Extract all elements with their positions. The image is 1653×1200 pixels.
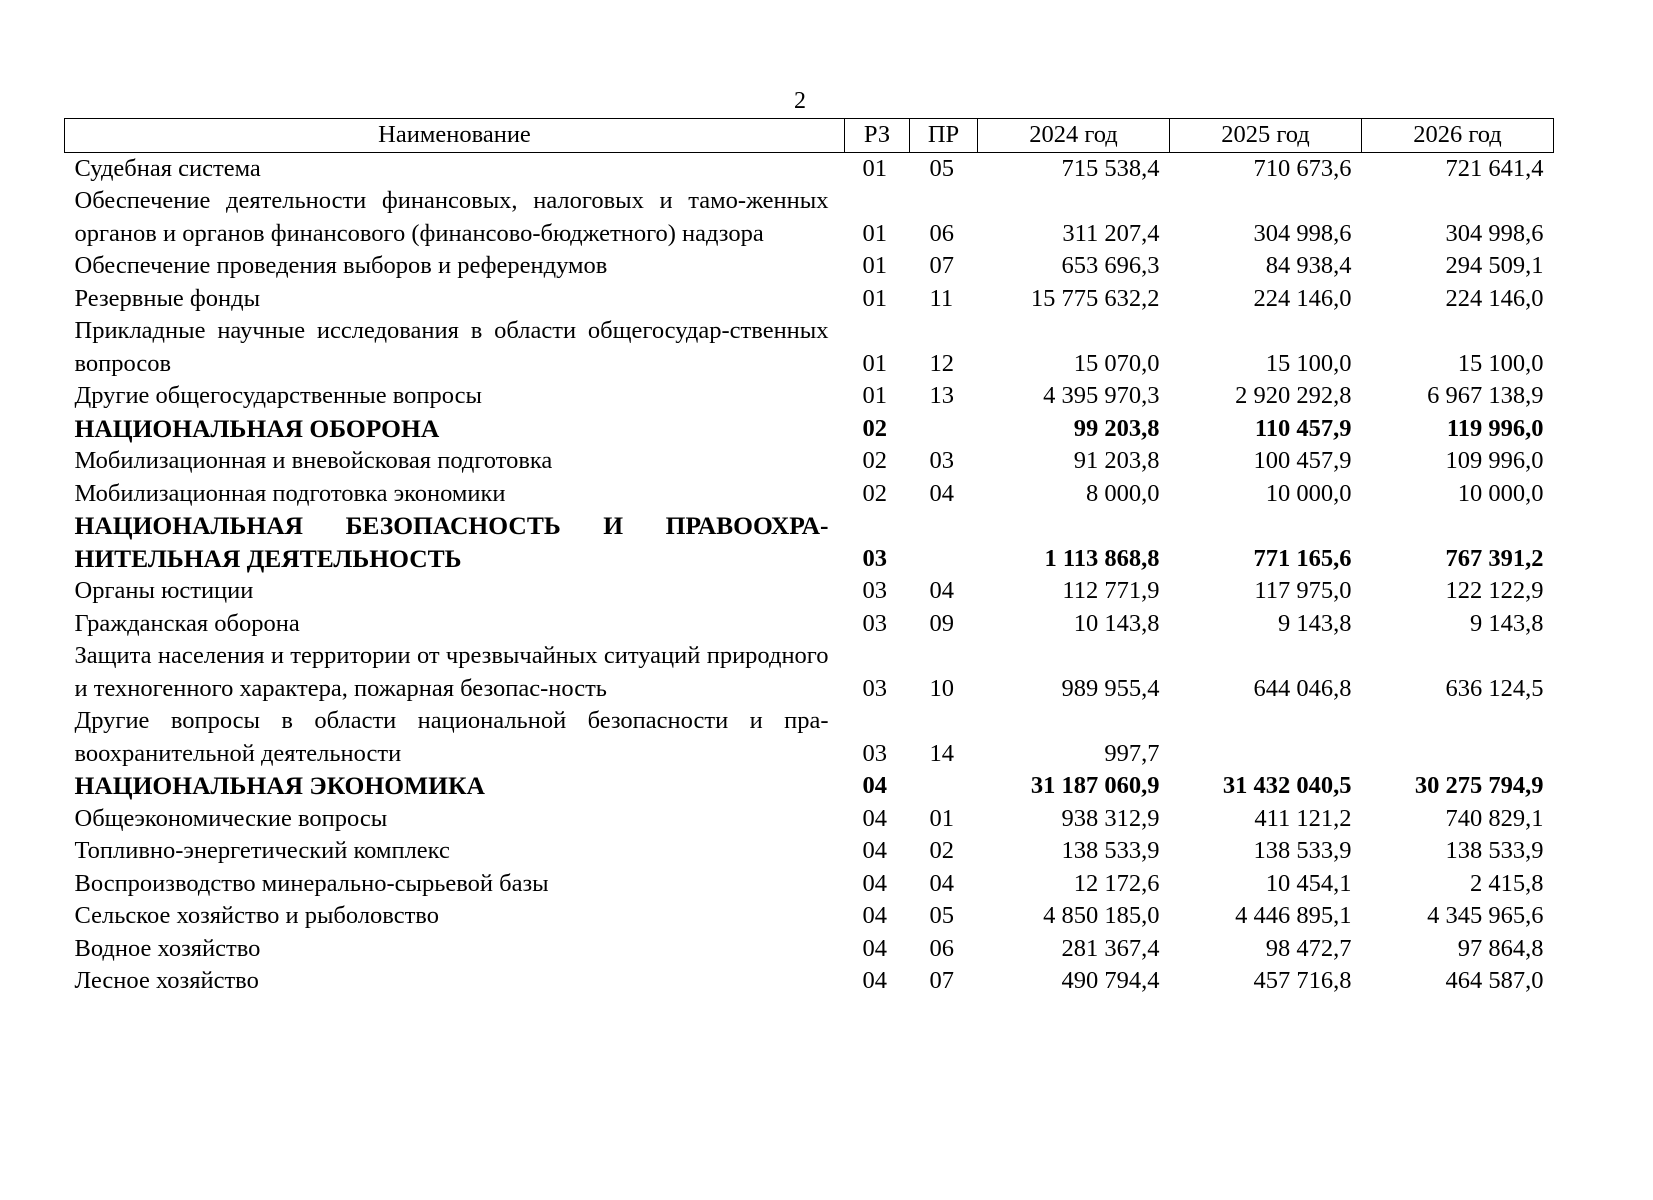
row-value-2025: 98 472,7 bbox=[1265, 934, 1352, 962]
page-number: 2 bbox=[794, 88, 806, 114]
row-value-2024: 715 538,4 bbox=[1061, 154, 1160, 182]
row-pr: 07 bbox=[929, 967, 954, 994]
row-value-2024: 12 172,6 bbox=[1073, 869, 1160, 897]
header-2025: 2025 год bbox=[1170, 119, 1362, 153]
row-rz: 01 bbox=[862, 154, 887, 182]
row-value-2024: 91 203,8 bbox=[1073, 447, 1160, 474]
row-rz: 04 bbox=[862, 837, 887, 864]
row-value-2026: 721 641,4 bbox=[1445, 154, 1544, 182]
row-pr: 05 bbox=[929, 154, 954, 182]
table-row bbox=[65, 380, 1554, 413]
row-value-2024: 653 696,3 bbox=[1061, 252, 1160, 279]
row-name: Резервные фонды bbox=[74, 284, 261, 312]
row-value-2024: 989 955,4 bbox=[1061, 674, 1160, 702]
row-value-2025: 771 165,6 bbox=[1253, 544, 1352, 572]
row-pr: 14 bbox=[929, 739, 954, 767]
row-value-2026: 304 998,6 bbox=[1445, 219, 1544, 247]
row-rz: 04 bbox=[862, 967, 887, 994]
row-value-2026: 4 345 965,6 bbox=[1427, 902, 1544, 929]
row-value-2026: 2 415,8 bbox=[1470, 869, 1544, 897]
row-value-2025: 100 457,9 bbox=[1253, 447, 1352, 474]
row-name: Сельское хозяйство и рыболовство bbox=[74, 902, 439, 929]
row-value-2026: 9 143,8 bbox=[1470, 609, 1544, 637]
row-value-2026: 464 587,0 bbox=[1445, 967, 1544, 994]
row-value-2024: 311 207,4 bbox=[1062, 219, 1160, 247]
row-name: Воспроизводство минерально-сырьевой базы bbox=[74, 869, 549, 897]
row-value-2025: 10 000,0 bbox=[1265, 479, 1352, 507]
table-row bbox=[65, 250, 1554, 283]
row-value-2025: 138 533,9 bbox=[1253, 837, 1352, 864]
header-rz: РЗ bbox=[845, 119, 910, 153]
row-value-2025: 117 975,0 bbox=[1254, 577, 1352, 604]
row-value-2024: 31 187 060,9 bbox=[1030, 772, 1160, 799]
row-value-2026 bbox=[1362, 705, 1554, 770]
table-row bbox=[65, 445, 1554, 478]
row-value-2026: 30 275 794,9 bbox=[1414, 772, 1544, 799]
table-row bbox=[65, 152, 1554, 185]
row-name: Общеэкономические вопросы bbox=[74, 804, 388, 832]
table-row bbox=[65, 803, 1554, 836]
section-row bbox=[65, 770, 1554, 803]
row-pr: 13 bbox=[929, 382, 954, 409]
row-name: НАЦИОНАЛЬНАЯ ОБОРОНА bbox=[74, 413, 440, 443]
row-value-2026: 6 967 138,9 bbox=[1427, 382, 1544, 409]
row-pr: 02 bbox=[929, 837, 954, 864]
row-value-2024: 10 143,8 bbox=[1073, 609, 1160, 637]
table-row bbox=[65, 640, 1554, 705]
row-name: Защита населения и территории от чрезвычайных ситуаций природного и техногенного характера, пожарная безопас-ность bbox=[74, 642, 829, 702]
row-value-2024: 4 395 970,3 bbox=[1043, 382, 1160, 409]
row-name: Обеспечение проведения выборов и референдумов bbox=[74, 252, 608, 279]
row-name: НАЦИОНАЛЬНАЯ ЭКОНОМИКА bbox=[74, 771, 485, 800]
row-value-2025: 457 716,8 bbox=[1253, 967, 1352, 994]
budget-table bbox=[64, 118, 1554, 998]
row-name: Топливно-энергетический комплекс bbox=[74, 837, 450, 864]
table-row bbox=[65, 315, 1554, 380]
row-value-2026: 767 391,2 bbox=[1445, 544, 1544, 572]
row-value-2025: 411 121,2 bbox=[1254, 804, 1352, 832]
row-value-2026: 740 829,1 bbox=[1445, 804, 1544, 832]
row-rz: 04 bbox=[862, 804, 887, 832]
row-value-2026: 109 996,0 bbox=[1445, 447, 1544, 474]
row-value-2025: 110 457,9 bbox=[1254, 414, 1352, 442]
row-value-2025: 710 673,6 bbox=[1253, 154, 1352, 182]
row-pr: 05 bbox=[929, 902, 954, 929]
table-body bbox=[65, 152, 1554, 998]
header-2024: 2024 год bbox=[978, 119, 1170, 153]
row-pr: 11 bbox=[929, 284, 954, 312]
row-name: Другие вопросы в области национальной безопасности и пра-воохранительной деятельности bbox=[74, 707, 829, 767]
table-row bbox=[65, 608, 1554, 641]
section-row bbox=[65, 510, 1554, 575]
table-row bbox=[65, 900, 1554, 933]
row-value-2026: 294 509,1 bbox=[1445, 252, 1544, 279]
row-pr: 04 bbox=[929, 577, 954, 604]
header-2026: 2026 год bbox=[1362, 119, 1554, 153]
header-name: Наименование bbox=[65, 119, 845, 153]
row-rz: 01 bbox=[862, 284, 887, 312]
row-value-2025: 644 046,8 bbox=[1253, 674, 1352, 702]
row-pr bbox=[910, 413, 978, 446]
table-row bbox=[65, 575, 1554, 608]
row-value-2024: 1 113 868,8 bbox=[1044, 544, 1160, 572]
row-value-2024: 997,7 bbox=[1104, 739, 1160, 767]
row-value-2025: 84 938,4 bbox=[1265, 252, 1352, 279]
table-row bbox=[65, 283, 1554, 316]
row-value-2025: 4 446 895,1 bbox=[1235, 902, 1352, 929]
row-rz: 01 bbox=[862, 219, 887, 247]
row-rz: 03 bbox=[862, 609, 887, 637]
row-value-2025: 9 143,8 bbox=[1278, 609, 1352, 637]
row-value-2026: 138 533,9 bbox=[1445, 837, 1544, 864]
row-value-2026: 10 000,0 bbox=[1457, 479, 1544, 507]
row-rz: 04 bbox=[862, 902, 887, 929]
row-value-2025: 10 454,1 bbox=[1265, 869, 1352, 897]
row-value-2025: 304 998,6 bbox=[1253, 219, 1352, 247]
section-row bbox=[65, 413, 1554, 446]
row-pr: 06 bbox=[929, 219, 954, 247]
row-value-2025: 31 432 040,5 bbox=[1222, 772, 1352, 799]
row-value-2024: 490 794,4 bbox=[1061, 967, 1160, 994]
row-value-2025 bbox=[1170, 705, 1362, 770]
row-name: Лесное хозяйство bbox=[74, 967, 259, 994]
row-pr: 10 bbox=[929, 674, 954, 702]
row-name: Органы юстиции bbox=[74, 577, 254, 604]
row-name: Водное хозяйство bbox=[74, 934, 261, 962]
row-value-2024: 15 775 632,2 bbox=[1030, 284, 1160, 312]
row-value-2026: 636 124,5 bbox=[1445, 674, 1544, 702]
row-name: Другие общегосударственные вопросы bbox=[74, 382, 482, 409]
row-value-2026: 224 146,0 bbox=[1445, 284, 1544, 312]
row-value-2026: 15 100,0 bbox=[1457, 349, 1544, 377]
row-name: Прикладные научные исследования в области общегосудар-ственных вопросов bbox=[74, 317, 829, 377]
row-value-2024: 138 533,9 bbox=[1061, 837, 1160, 864]
row-pr: 01 bbox=[929, 804, 954, 832]
row-name: НАЦИОНАЛЬНАЯ БЕЗОПАСНОСТЬ И ПРАВООХРА-НИТЕЛЬНАЯ ДЕЯТЕЛЬНОСТЬ bbox=[74, 511, 829, 573]
row-value-2026: 97 864,8 bbox=[1457, 934, 1544, 962]
row-value-2026: 122 122,9 bbox=[1445, 577, 1544, 604]
row-value-2024: 99 203,8 bbox=[1073, 414, 1160, 442]
row-value-2024: 112 771,9 bbox=[1062, 577, 1160, 604]
row-rz: 02 bbox=[862, 447, 887, 474]
row-name: Обеспечение деятельности финансовых, налоговых и тамо-женных органов и органов финансового (финансово-бюджетного) надзора bbox=[74, 187, 829, 247]
table-row bbox=[65, 705, 1554, 770]
table-row bbox=[65, 835, 1554, 868]
row-name: Судебная система bbox=[74, 154, 261, 182]
table-header-row bbox=[65, 119, 1554, 153]
row-value-2024: 15 070,0 bbox=[1073, 349, 1160, 377]
row-name: Мобилизационная и вневойсковая подготовка bbox=[74, 447, 553, 474]
row-value-2025: 15 100,0 bbox=[1265, 349, 1352, 377]
table-row bbox=[65, 965, 1554, 998]
row-rz: 01 bbox=[862, 252, 887, 279]
row-value-2026: 119 996,0 bbox=[1446, 414, 1544, 442]
row-rz: 03 bbox=[862, 674, 887, 702]
row-name: Мобилизационная подготовка экономики bbox=[74, 479, 506, 507]
row-rz: 03 bbox=[862, 739, 887, 767]
row-rz: 01 bbox=[862, 382, 887, 409]
table-row bbox=[65, 185, 1554, 250]
row-rz: 04 bbox=[862, 869, 887, 897]
row-value-2025: 224 146,0 bbox=[1253, 284, 1352, 312]
row-rz: 04 bbox=[862, 934, 887, 962]
row-pr: 09 bbox=[929, 609, 954, 637]
row-pr: 12 bbox=[929, 349, 954, 377]
table-row bbox=[65, 478, 1554, 511]
table-row bbox=[65, 933, 1554, 966]
row-value-2024: 8 000,0 bbox=[1086, 479, 1160, 507]
row-rz: 02 bbox=[862, 479, 887, 507]
row-name: Гражданская оборона bbox=[74, 609, 300, 637]
row-pr bbox=[910, 510, 978, 575]
row-pr: 07 bbox=[929, 252, 954, 279]
row-value-2024: 4 850 185,0 bbox=[1043, 902, 1160, 929]
row-pr: 03 bbox=[929, 447, 954, 474]
row-pr: 04 bbox=[929, 869, 954, 897]
row-rz: 03 bbox=[862, 577, 887, 604]
row-value-2024: 938 312,9 bbox=[1061, 804, 1160, 832]
row-value-2024: 281 367,4 bbox=[1061, 934, 1160, 962]
row-rz: 04 bbox=[862, 772, 887, 799]
row-rz: 02 bbox=[862, 414, 887, 442]
row-rz: 01 bbox=[862, 349, 887, 377]
row-pr: 06 bbox=[929, 934, 954, 962]
row-pr: 04 bbox=[929, 479, 954, 507]
header-pr: ПР bbox=[910, 119, 978, 153]
row-rz: 03 bbox=[862, 544, 887, 572]
table-row bbox=[65, 868, 1554, 901]
row-value-2025: 2 920 292,8 bbox=[1235, 382, 1352, 409]
row-pr bbox=[910, 770, 978, 803]
